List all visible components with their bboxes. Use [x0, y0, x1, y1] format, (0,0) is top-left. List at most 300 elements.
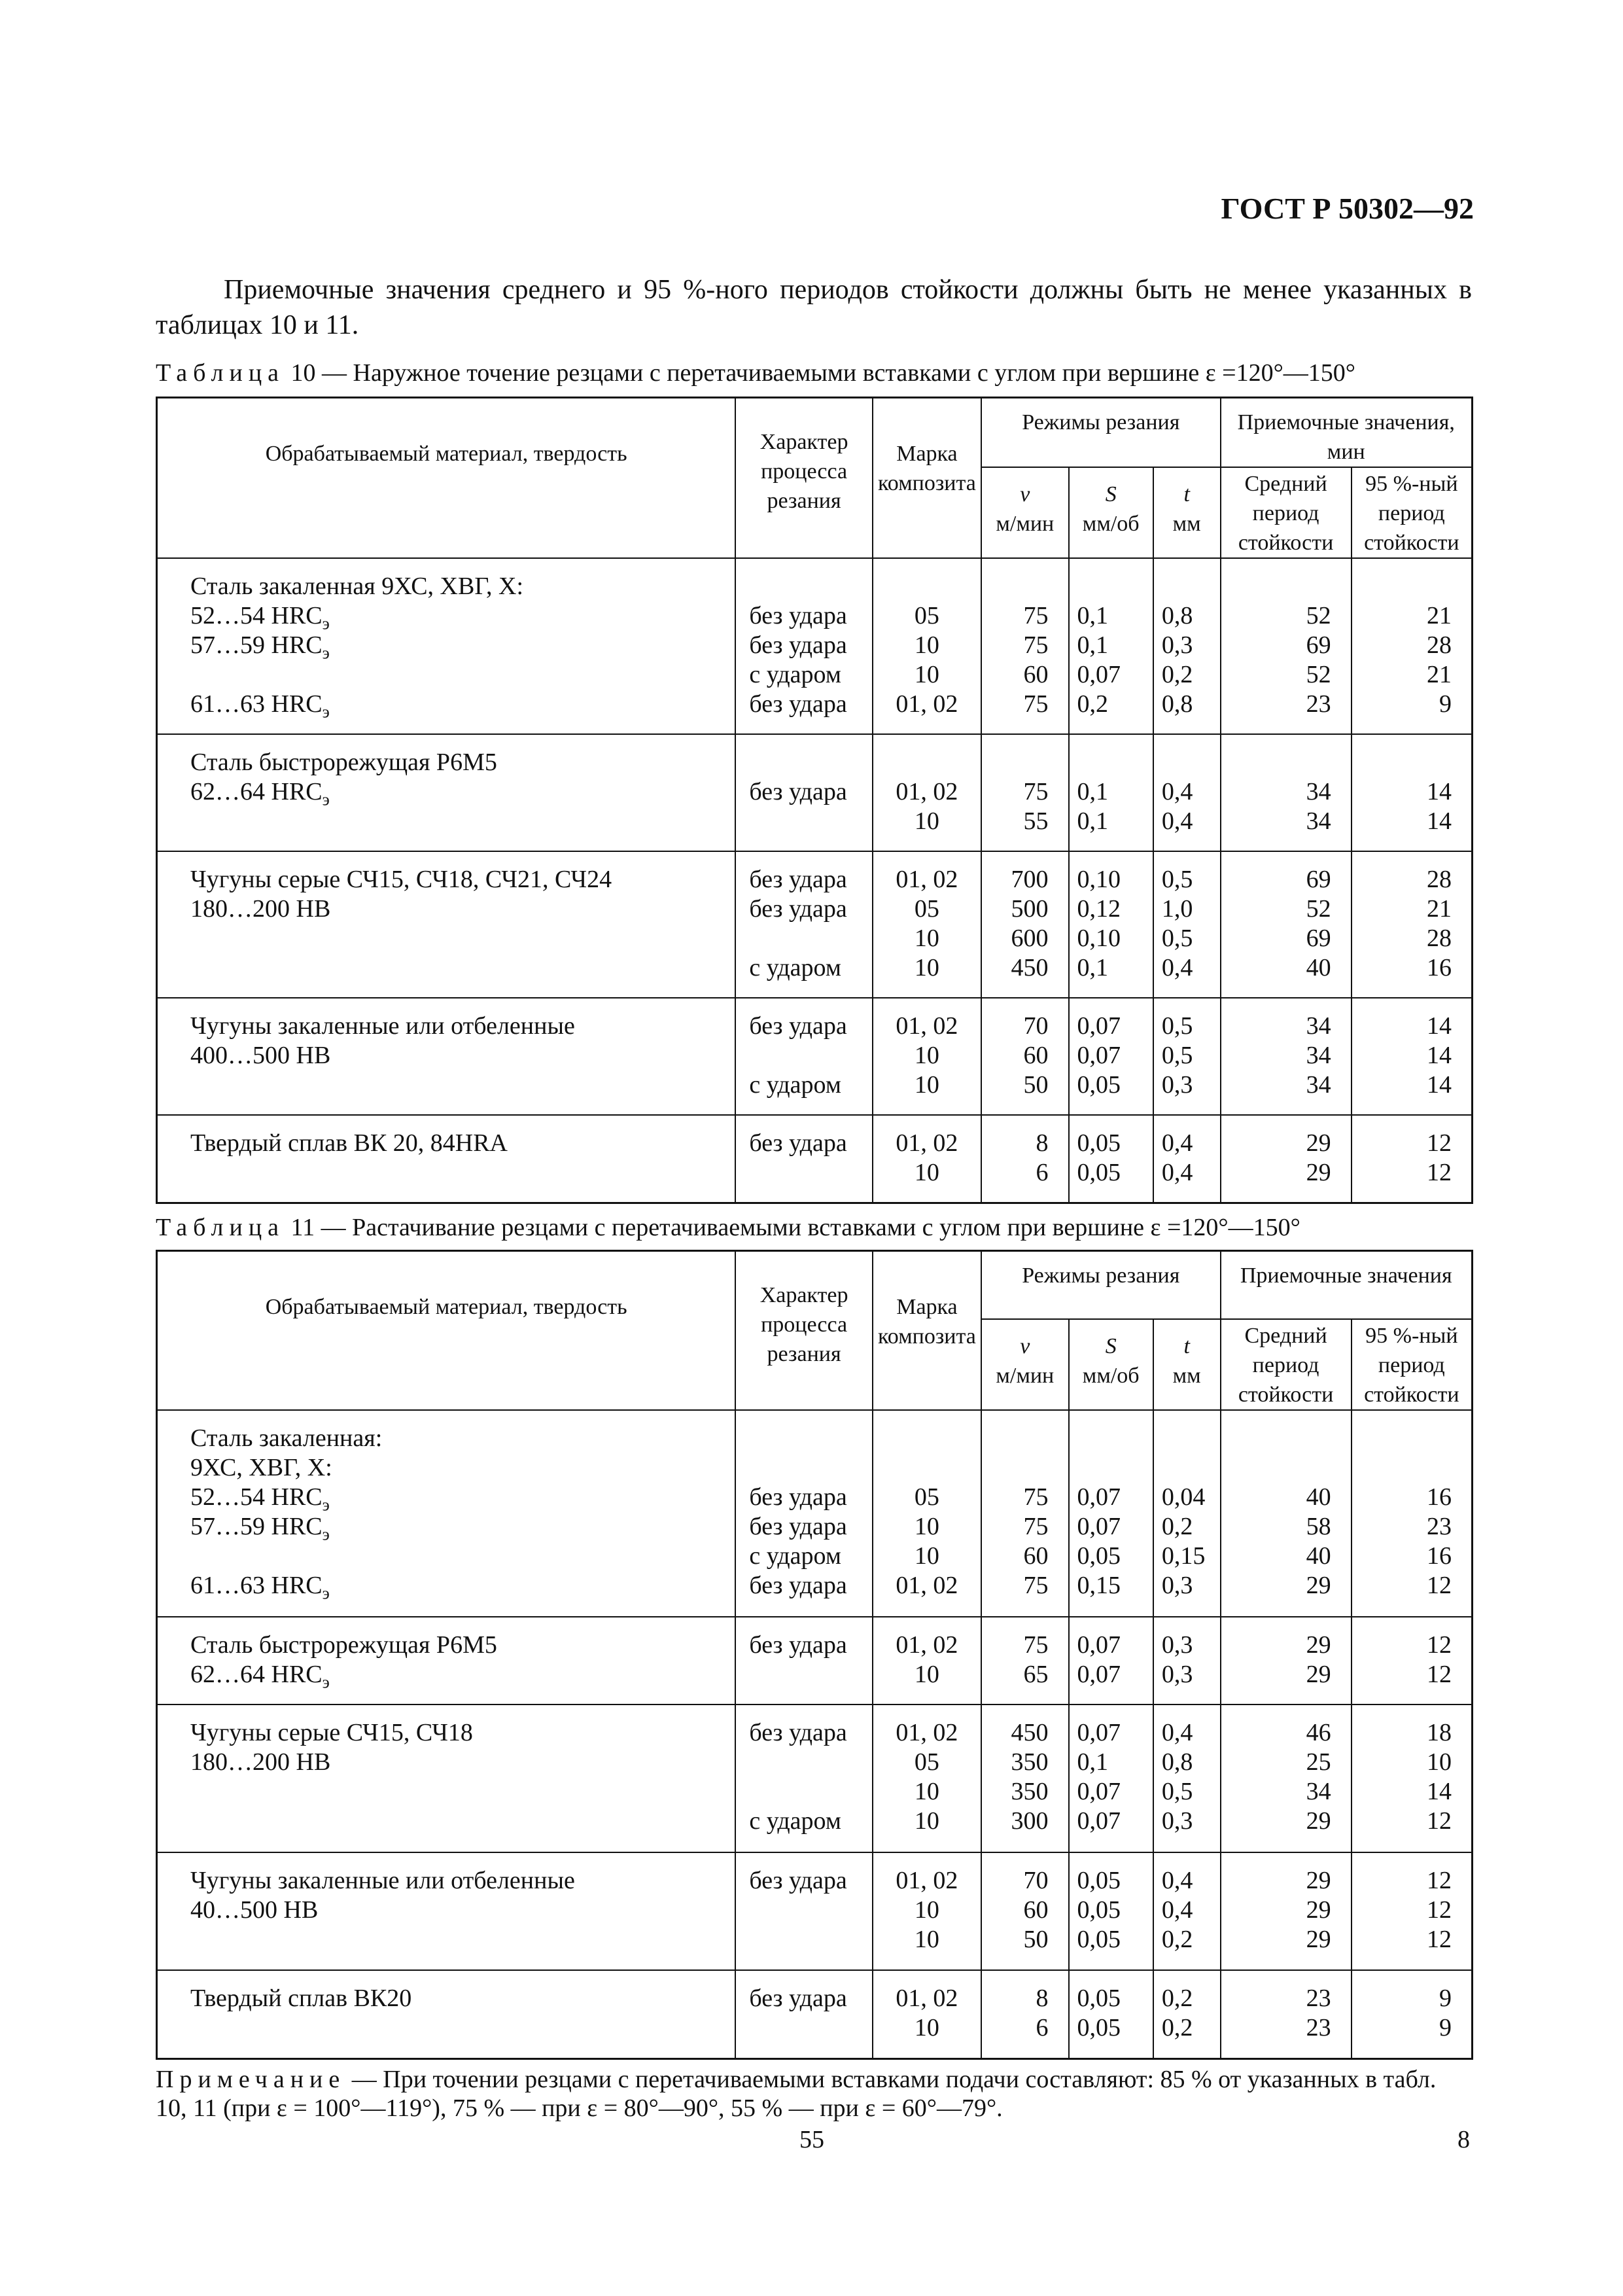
- cell-line: 69: [1306, 925, 1331, 952]
- s-cell: [1069, 558, 1153, 734]
- cell-line: 60: [1023, 1042, 1049, 1069]
- cell-line: 01, 02: [896, 1012, 958, 1040]
- cell-line: 6: [1036, 2014, 1049, 2042]
- cell-line: 01, 02: [896, 1719, 958, 1747]
- cell-line: Чугуны серые СЧ15, СЧ18, СЧ21, СЧ24: [190, 866, 612, 893]
- process-cell: [735, 1970, 872, 2058]
- t-cell: [1153, 1704, 1221, 1852]
- header-v-unit: м/мин: [996, 1363, 1055, 1388]
- avg-period-cell: [1221, 1852, 1352, 1970]
- cell-line: [1077, 1424, 1153, 1453]
- cell-line: 10: [914, 925, 939, 952]
- cell-line: 34: [1306, 778, 1331, 805]
- avg-period-cell: [1221, 1410, 1352, 1617]
- table-row: [157, 1410, 1473, 1617]
- cell-line: 16: [1427, 1483, 1452, 1511]
- cell-line: 40: [1306, 954, 1331, 981]
- cell-line: [190, 1158, 735, 1188]
- material-cell: [157, 1115, 736, 1203]
- cell-line: 60: [1023, 661, 1049, 688]
- standard-code: ГОСТ Р 50302—92: [1221, 192, 1474, 225]
- cell-line: 29: [1306, 1925, 1331, 1953]
- cell-line: 23: [1427, 1512, 1452, 1540]
- table-row-group: [157, 1970, 1473, 2058]
- cell-line: 9: [1439, 690, 1452, 718]
- cell-line: с ударом: [749, 1071, 841, 1099]
- cell-line: [190, 924, 735, 953]
- header-cutting-modes: Режимы резания: [981, 1251, 1220, 1319]
- avg-period-cell: [1221, 851, 1352, 998]
- process-cell: [735, 998, 872, 1115]
- cell-line: Сталь закаленная 9ХС, ХВГ, Х:: [190, 573, 524, 600]
- cell-line: 75: [1023, 690, 1049, 718]
- cell-line: 0,07: [1077, 1631, 1121, 1659]
- cell-line: 0,05: [1077, 1866, 1121, 1894]
- cell-line: [190, 1542, 735, 1571]
- process-cell: [735, 1617, 872, 1705]
- cell-line: Чугуны закаленные или отбеленные: [190, 1866, 575, 1894]
- cell-line: 16: [1427, 954, 1452, 981]
- table11-caption-text: 11 — Растачивание резцами с перетачиваемыми вставками с углом при вершине ε =120°—150°: [285, 1214, 1300, 1241]
- cell-line: 14: [1427, 1778, 1452, 1806]
- cell-line: 12: [1427, 1129, 1452, 1157]
- cell-line: 10: [914, 1159, 939, 1186]
- header-t: [1153, 1319, 1221, 1410]
- header-v-symbol: v: [1020, 1333, 1030, 1358]
- header-acceptance: Приемочные значения, мин: [1221, 398, 1473, 468]
- process-cell: [735, 734, 872, 851]
- cell-line: [1077, 1453, 1153, 1483]
- cell-line: [873, 572, 981, 601]
- cell-line: 75: [1023, 1512, 1049, 1540]
- cell-line: 12: [1427, 1896, 1452, 1924]
- cell-line: без удара: [749, 631, 847, 659]
- cell-line: 14: [1427, 807, 1452, 835]
- cell-line: 0,05: [1077, 2014, 1121, 2042]
- cell-line: 34: [1306, 807, 1331, 835]
- cell-line: 0,4: [1161, 1866, 1193, 1894]
- process-cell: [735, 1704, 872, 1852]
- cell-line: 75: [1023, 1571, 1049, 1599]
- cell-line: 0,5: [1161, 925, 1193, 952]
- intro-paragraph: Приемочные значения среднего и 95 %-ного периодов стойкости должны быть не менее указанных в таблицах 10 и 11.: [156, 275, 1472, 340]
- cell-line: 01, 02: [896, 866, 958, 893]
- page-number-right: 8: [1457, 2126, 1470, 2153]
- cell-line: [1221, 1424, 1331, 1453]
- cell-line: 350: [1011, 1748, 1049, 1776]
- cell-line: [1162, 572, 1220, 601]
- cell-line: 52: [1306, 602, 1331, 629]
- cell-line: 62…64 $HRC_э$: [190, 1660, 330, 1692]
- cell-line: [749, 1660, 871, 1689]
- cell-line: 0,1: [1077, 602, 1109, 629]
- cell-line: 0,07: [1077, 1660, 1121, 1688]
- cell-line: без удара: [749, 1512, 847, 1540]
- cell-line: 0,07: [1077, 661, 1121, 688]
- material-cell: [157, 558, 736, 734]
- cell-line: 0,15: [1077, 1571, 1121, 1599]
- table-row: [157, 851, 1473, 998]
- t-cell: [1153, 734, 1221, 851]
- header-process: Характер процесса резания: [735, 398, 872, 559]
- cell-line: 57…59 $HRC_э$: [190, 1512, 330, 1544]
- cell-line: без удара: [749, 1985, 847, 2013]
- p95-period-cell: [1352, 1115, 1473, 1203]
- cell-line: 0,2: [1161, 2014, 1193, 2042]
- table10-caption: [156, 359, 1484, 387]
- cell-line: [190, 953, 735, 983]
- cell-line: 0,3: [1161, 1071, 1193, 1099]
- cell-line: 40…500 НВ: [190, 1896, 319, 1924]
- table-row-group: [157, 558, 1473, 734]
- cell-line: 34: [1306, 1071, 1331, 1099]
- cell-line: 75: [1023, 1483, 1049, 1511]
- cell-line: [982, 1453, 1048, 1483]
- cell-line: [982, 748, 1048, 777]
- s-cell: [1069, 734, 1153, 851]
- cell-line: 01, 02: [896, 1571, 958, 1599]
- table-row: [157, 998, 1473, 1115]
- cell-line: 75: [1023, 1631, 1049, 1659]
- cell-line: 0,05: [1077, 1542, 1121, 1570]
- note-word: Примечание: [156, 2066, 346, 2093]
- header-t: [1153, 467, 1221, 558]
- cell-line: с ударом: [749, 954, 841, 981]
- cell-line: 12: [1427, 1807, 1452, 1835]
- table-row: [157, 1970, 1473, 2058]
- table-row-group: [157, 734, 1473, 851]
- s-cell: [1069, 851, 1153, 998]
- cell-line: [1221, 1453, 1331, 1483]
- cell-line: 450: [1011, 1719, 1049, 1747]
- note: [156, 2065, 1473, 2123]
- cell-line: 700: [1011, 866, 1049, 893]
- cell-line: 05: [914, 1748, 939, 1776]
- cell-line: 23: [1306, 1985, 1331, 2013]
- header-material: Обрабатываемый материал, твердость: [157, 398, 736, 559]
- cell-line: 0,8: [1161, 602, 1193, 629]
- cell-line: 1,0: [1161, 895, 1193, 923]
- cell-line: 600: [1011, 925, 1049, 952]
- cell-line: 0,4: [1161, 1896, 1193, 1924]
- s-cell: [1069, 1410, 1153, 1617]
- cell-line: 34: [1306, 1042, 1331, 1069]
- mark-cell: [873, 558, 981, 734]
- cell-line: 0,5: [1161, 1012, 1193, 1040]
- process-cell: [735, 1115, 872, 1203]
- cell-line: 9ХС, ХВГ, Х:: [190, 1453, 332, 1481]
- cell-line: 8: [1036, 1985, 1049, 2013]
- cell-line: 10: [914, 661, 939, 688]
- cell-line: 0,3: [1161, 1631, 1193, 1659]
- cell-line: 10: [914, 954, 939, 981]
- header-avg-period: Средний период стойкости: [1221, 467, 1352, 558]
- cell-line: без удара: [749, 1866, 847, 1894]
- cell-line: [982, 572, 1048, 601]
- cell-line: [190, 660, 735, 690]
- cell-line: [873, 1424, 981, 1453]
- cell-line: Сталь быстрорежущая Р6М5: [190, 1631, 497, 1659]
- header-v-symbol: v: [1020, 482, 1030, 506]
- cell-line: без удара: [749, 1631, 847, 1659]
- cell-line: 0,4: [1161, 807, 1193, 835]
- cell-line: 29: [1306, 1807, 1331, 1835]
- p95-period-cell: [1352, 558, 1473, 734]
- cell-line: 0,1: [1077, 1748, 1109, 1776]
- cell-line: Твердый сплав ВК20: [190, 1985, 412, 2013]
- cell-line: без удара: [749, 1571, 847, 1599]
- cell-line: [190, 807, 735, 836]
- cell-line: без удара: [749, 778, 847, 805]
- cell-line: 14: [1427, 1071, 1452, 1099]
- header-95-period: 95 %-ный период стойкости: [1352, 1319, 1473, 1410]
- s-cell: [1069, 1852, 1153, 1970]
- cell-line: 300: [1011, 1807, 1049, 1835]
- cell-line: 21: [1427, 602, 1452, 629]
- t-cell: [1153, 1410, 1221, 1617]
- cell-line: [749, 1158, 871, 1188]
- cell-line: 70: [1023, 1012, 1049, 1040]
- cell-line: без удара: [749, 1129, 847, 1157]
- header-s-symbol: S: [1105, 482, 1117, 506]
- header-t-symbol: t: [1183, 482, 1190, 506]
- cell-line: [1077, 572, 1153, 601]
- v-cell: [981, 1617, 1068, 1705]
- s-cell: [1069, 998, 1153, 1115]
- cell-line: 10: [914, 1896, 939, 1924]
- cell-line: 0,4: [1161, 1719, 1193, 1747]
- cell-line: 12: [1427, 1571, 1452, 1599]
- table-row-group: [157, 1617, 1473, 1705]
- cell-line: 0,3: [1161, 631, 1193, 659]
- header-mark: Марка композита: [873, 398, 981, 559]
- table-row-group: [157, 998, 1473, 1115]
- cell-line: 29: [1306, 1159, 1331, 1186]
- cell-line: 75: [1023, 631, 1049, 659]
- material-cell: [157, 734, 736, 851]
- cell-line: 350: [1011, 1778, 1049, 1806]
- cell-line: [749, 748, 871, 777]
- cell-line: [749, 1925, 871, 1954]
- avg-period-cell: [1221, 1617, 1352, 1705]
- cell-line: [873, 748, 981, 777]
- cell-line: [190, 1925, 735, 1954]
- cell-line: 34: [1306, 1012, 1331, 1040]
- cell-line: 0,2: [1161, 1985, 1193, 2013]
- cell-line: [873, 1453, 981, 1483]
- cell-line: 01, 02: [896, 1866, 958, 1894]
- header-t-unit: мм: [1172, 512, 1201, 536]
- cell-line: 28: [1427, 866, 1452, 893]
- cell-line: 01, 02: [896, 1129, 958, 1157]
- cell-line: с ударом: [749, 661, 841, 688]
- v-cell: [981, 998, 1068, 1115]
- cell-line: 10: [914, 1042, 939, 1069]
- cell-line: без удара: [749, 866, 847, 893]
- cell-line: без удара: [749, 602, 847, 629]
- cell-line: 0,05: [1077, 1896, 1121, 1924]
- cell-line: 29: [1306, 1660, 1331, 1688]
- table-row-group: [157, 1704, 1473, 1852]
- header-v-unit: м/мин: [996, 512, 1055, 536]
- table-row: [157, 1704, 1473, 1852]
- cell-line: [749, 572, 871, 601]
- cell-line: 0,07: [1077, 1807, 1121, 1835]
- header-s-unit: мм/об: [1082, 512, 1140, 536]
- table10: [156, 397, 1473, 1204]
- table-row-group: [157, 1115, 1473, 1203]
- cell-line: [190, 1070, 735, 1100]
- cell-line: 05: [914, 895, 939, 923]
- process-cell: [735, 1410, 872, 1617]
- cell-line: 10: [1427, 1748, 1452, 1776]
- cell-line: [749, 1896, 871, 1925]
- cell-line: 75: [1023, 602, 1049, 629]
- material-cell: [157, 1704, 736, 1852]
- cell-line: 29: [1306, 1631, 1331, 1659]
- table-row: [157, 1115, 1473, 1203]
- t-cell: [1153, 998, 1221, 1115]
- cell-line: 180…200 НВ: [190, 1748, 331, 1776]
- cell-line: 0,15: [1161, 1542, 1206, 1570]
- p95-period-cell: [1352, 1704, 1473, 1852]
- cell-line: 0,4: [1161, 954, 1193, 981]
- cell-line: [190, 1807, 735, 1836]
- cell-line: 25: [1306, 1748, 1331, 1776]
- header-avg-period: Средний период стойкости: [1221, 1319, 1352, 1410]
- mark-cell: [873, 1852, 981, 1970]
- cell-line: [1221, 572, 1331, 601]
- cell-line: 05: [914, 602, 939, 629]
- cell-line: 60: [1023, 1896, 1049, 1924]
- cell-line: 0,07: [1077, 1512, 1121, 1540]
- cell-line: 0,1: [1077, 807, 1109, 835]
- cell-line: 70: [1023, 1866, 1049, 1894]
- material-cell: [157, 998, 736, 1115]
- cell-line: 0,5: [1161, 1778, 1193, 1806]
- t-cell: [1153, 851, 1221, 998]
- cell-line: 01, 02: [896, 1985, 958, 2013]
- cell-line: 0,8: [1161, 1748, 1193, 1776]
- material-cell: [157, 851, 736, 998]
- cell-line: 01, 02: [896, 1631, 958, 1659]
- p95-period-cell: [1352, 1970, 1473, 2058]
- process-cell: [735, 1852, 872, 1970]
- mark-cell: [873, 1617, 981, 1705]
- t-cell: [1153, 1617, 1221, 1705]
- table11-caption-word: Таблица: [156, 1214, 285, 1241]
- header-s-unit: мм/об: [1082, 1363, 1140, 1388]
- process-cell: [735, 851, 872, 998]
- cell-line: 01, 02: [896, 690, 958, 718]
- cell-line: 0,07: [1077, 1778, 1121, 1806]
- table10-caption-text: 10 — Наружное точение резцами с перетачиваемыми вставками с углом при вершине ε =120°—150°: [285, 359, 1355, 387]
- cell-line: 450: [1011, 954, 1049, 981]
- s-cell: [1069, 1617, 1153, 1705]
- cell-line: 57…59 $HRC_э$: [190, 631, 330, 663]
- cell-line: 0,05: [1077, 1925, 1121, 1953]
- cell-line: 61…63 $HRC_э$: [190, 1571, 330, 1603]
- cell-line: [1352, 1453, 1452, 1483]
- mark-cell: [873, 998, 981, 1115]
- header-v: [981, 1319, 1068, 1410]
- mark-cell: [873, 1115, 981, 1203]
- table-row-group: [157, 1410, 1473, 1617]
- cell-line: 0,5: [1161, 1042, 1193, 1069]
- cell-line: 29: [1306, 1896, 1331, 1924]
- v-cell: [981, 1115, 1068, 1203]
- cell-line: [190, 2013, 735, 2043]
- s-cell: [1069, 1115, 1153, 1203]
- avg-period-cell: [1221, 734, 1352, 851]
- p95-period-cell: [1352, 1852, 1473, 1970]
- cell-line: 0,4: [1161, 1129, 1193, 1157]
- cell-line: 28: [1427, 925, 1452, 952]
- cell-line: 40: [1306, 1542, 1331, 1570]
- cell-line: 52: [1306, 895, 1331, 923]
- header-mark: Марка композита: [873, 1251, 981, 1410]
- p95-period-cell: [1352, 998, 1473, 1115]
- cell-line: [1162, 1453, 1220, 1483]
- cell-line: 9: [1439, 1985, 1452, 2013]
- cell-line: 0,05: [1077, 1159, 1121, 1186]
- avg-period-cell: [1221, 998, 1352, 1115]
- cell-line: 0,05: [1077, 1071, 1121, 1099]
- cell-line: Твердый сплав ВК 20, 84HRA: [190, 1129, 508, 1157]
- cell-line: 0,07: [1077, 1042, 1121, 1069]
- header-95-period: 95 %-ный период стойкости: [1352, 467, 1473, 558]
- cell-line: [749, 807, 871, 836]
- cell-line: [1162, 748, 1220, 777]
- cell-line: 10: [914, 1925, 939, 1953]
- cell-line: 16: [1427, 1542, 1452, 1570]
- process-cell: [735, 558, 872, 734]
- cell-line: [749, 2013, 871, 2043]
- cell-line: 0,12: [1077, 895, 1121, 923]
- cell-line: 14: [1427, 1012, 1452, 1040]
- avg-period-cell: [1221, 1704, 1352, 1852]
- cell-line: [1221, 748, 1331, 777]
- cell-line: 12: [1427, 1159, 1452, 1186]
- cell-line: 23: [1306, 690, 1331, 718]
- header-process: Характер процесса резания: [735, 1251, 872, 1410]
- cell-line: 500: [1011, 895, 1049, 923]
- cell-line: 0,07: [1077, 1719, 1121, 1747]
- cell-line: 0,2: [1161, 1925, 1193, 1953]
- cell-line: 180…200 НВ: [190, 895, 331, 923]
- cell-line: 0,5: [1161, 866, 1193, 893]
- cell-line: 65: [1023, 1660, 1049, 1688]
- cell-line: без удара: [749, 895, 847, 923]
- cell-line: [749, 1041, 871, 1070]
- p95-period-cell: [1352, 851, 1473, 998]
- header-t-unit: мм: [1172, 1363, 1201, 1388]
- cell-line: [749, 1424, 871, 1453]
- cell-line: 75: [1023, 778, 1049, 805]
- cell-line: 0,07: [1077, 1483, 1121, 1511]
- cell-line: 10: [914, 1807, 939, 1835]
- cell-line: 28: [1427, 631, 1452, 659]
- cell-line: 10: [914, 807, 939, 835]
- cell-line: Сталь закаленная:: [190, 1424, 383, 1452]
- cell-line: [1352, 1424, 1452, 1453]
- header-s: [1069, 467, 1153, 558]
- cell-line: без удара: [749, 690, 847, 718]
- cell-line: 10: [914, 1512, 939, 1540]
- material-cell: [157, 1852, 736, 1970]
- v-cell: [981, 558, 1068, 734]
- cell-line: 10: [914, 1542, 939, 1570]
